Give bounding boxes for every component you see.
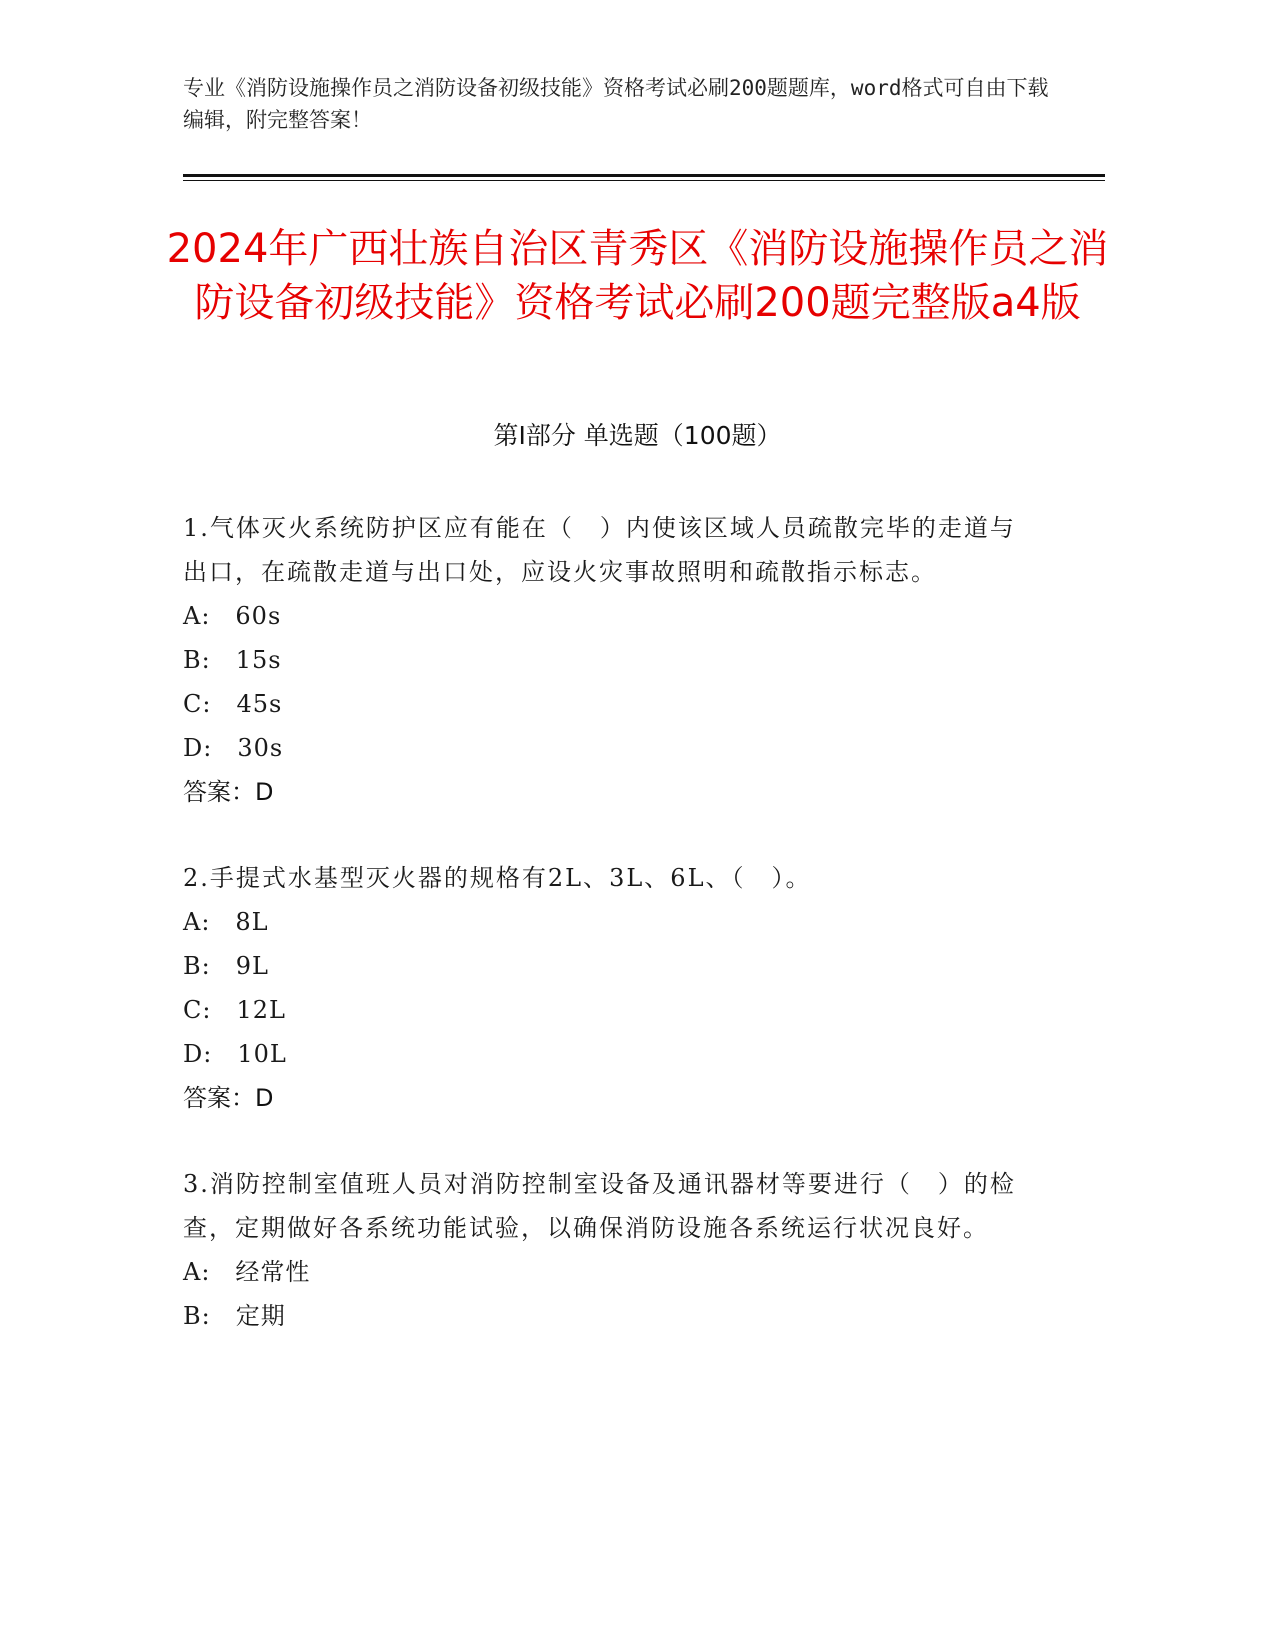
answer: 答案：D [183,1084,274,1112]
header-note: 专业《消防设施操作员之消防设备初级技能》资格考试必刷200题题库，word格式可自由下载编辑，附完整答案！ [183,76,1049,132]
option-c: C: 45s [183,690,283,718]
option-d: D: 30s [183,734,284,762]
option-a: A: 经常性 [183,1258,311,1286]
option-a: A: 60s [183,602,282,630]
option-b: B: 定期 [183,1302,286,1330]
section-heading: 第Ⅰ部分 单选题（100题） [493,421,782,450]
question-1 [183,506,1033,814]
header-divider-thick [183,174,1105,177]
question-text: 2.手提式水基型灭火器的规格有2L、3L、6L、（ ）。 [183,864,812,892]
option-b: B: 9L [183,952,269,980]
question-text: 3.消防控制室值班人员对消防控制室设备及通讯器材等要进行（ ）的检查，定期做好各系统功能试验，以确保消防设施各系统运行状况良好。 [183,1170,1016,1242]
answer: 答案：D [183,778,274,806]
header-divider-thin [183,180,1105,181]
document-title: 2024年广西壮族自治区青秀区《消防设施操作员之消防设备初级技能》资格考试必刷200题完整版a4版 [166,226,1109,326]
option-c: C: 12L [183,996,286,1024]
option-b: B: 15s [183,646,282,674]
option-a: A: 8L [183,908,269,936]
question-text: 1.气体灭火系统防护区应有能在（ ）内使该区域人员疏散完毕的走道与出口，在疏散走道与出口处，应设火灾事故照明和疏散指示标志。 [183,514,1016,586]
question-list [183,506,1033,1380]
option-d: D: 10L [183,1040,287,1068]
question-3 [183,1162,1033,1338]
question-2 [183,856,1033,1120]
